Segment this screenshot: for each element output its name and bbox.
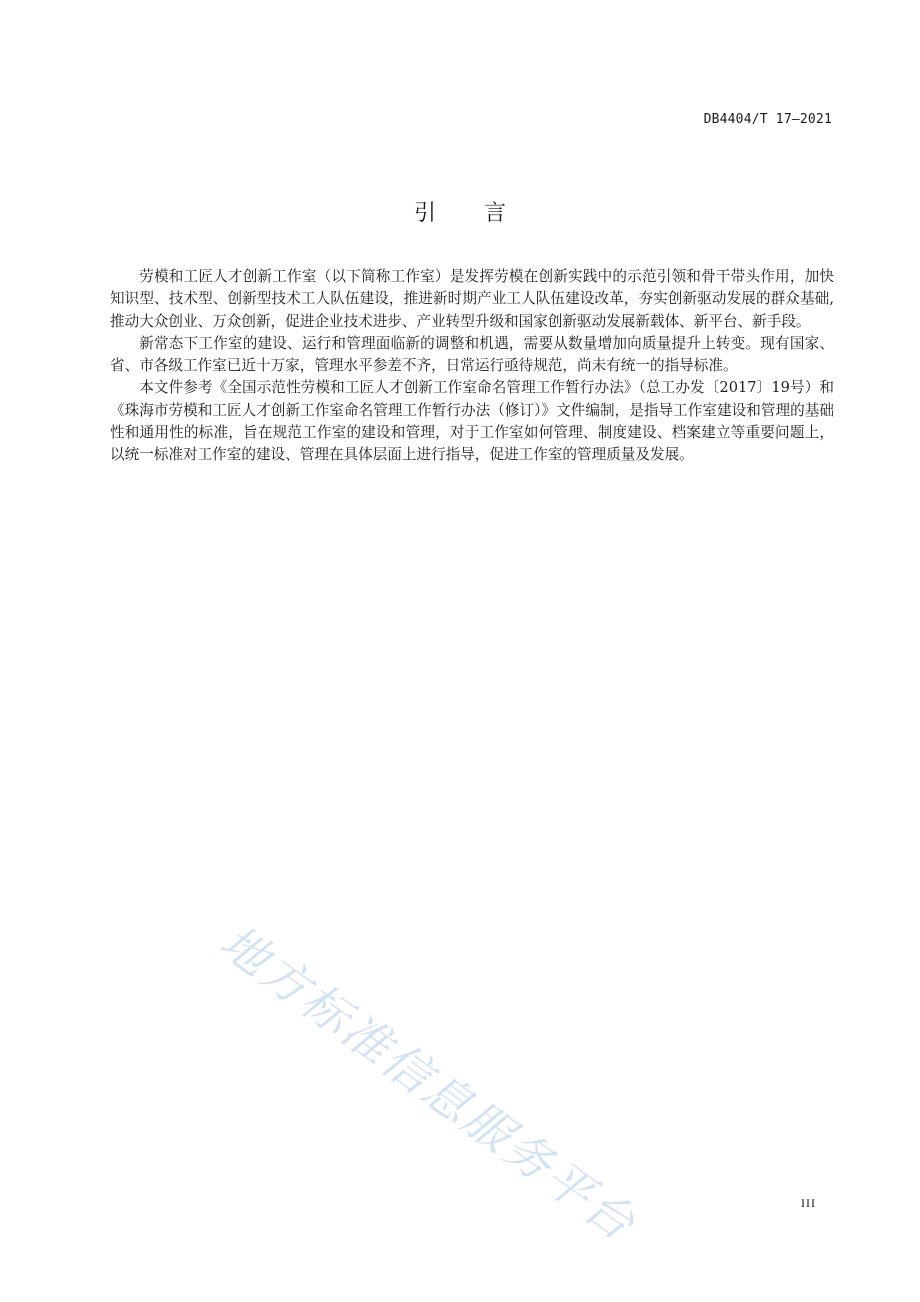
document-body (110, 266, 834, 467)
paragraph: 劳模和工匠人才创新工作室（以下简称工作室）是发挥劳模在创新实践中的示范引领和骨干带头作用，加快知识型、技术型、创新型技术工人队伍建设，推进新时期产业工人队伍建设改革，夯实创新驱动发展的群众基础,推动大众创业、万众创新，促进企业技术进步、产业转型升级和国家创新驱动发展新载体、新平台、新手段。 (110, 268, 834, 330)
page-number: III (801, 1196, 816, 1210)
page-title: 引言 (413, 201, 554, 226)
paragraph: 新常态下工作室的建设、运行和管理面临新的调整和机遇，需要从数量增加向质量提升上转变。现有国家、省、市各级工作室已近十万家，管理水平参差不齐，日常运行亟待规范，尚未有统一的指导标准。 (110, 334, 834, 375)
paragraph: 本文件参考《全国示范性劳模和工匠人才创新工作室命名管理工作暂行办法》（总工办发〔2017〕19号）和《珠海市劳模和工匠人才创新工作室命名管理工作暂行办法（修订）》文件编制，是指导工作室建设和管理的基础性和通用性的标准，旨在规范工作室的建设和管理，对于工作室如何管理、制度建设、档案建立等重要问题上，以统一标准对工作室的建设、管理在具体层面上进行指导，促进工作室的管理质量及发展。 (110, 379, 834, 464)
watermark: 地方标准信息服务平台 (209, 914, 647, 1253)
document-number: DB4404/T 17—2021 (703, 112, 832, 127)
